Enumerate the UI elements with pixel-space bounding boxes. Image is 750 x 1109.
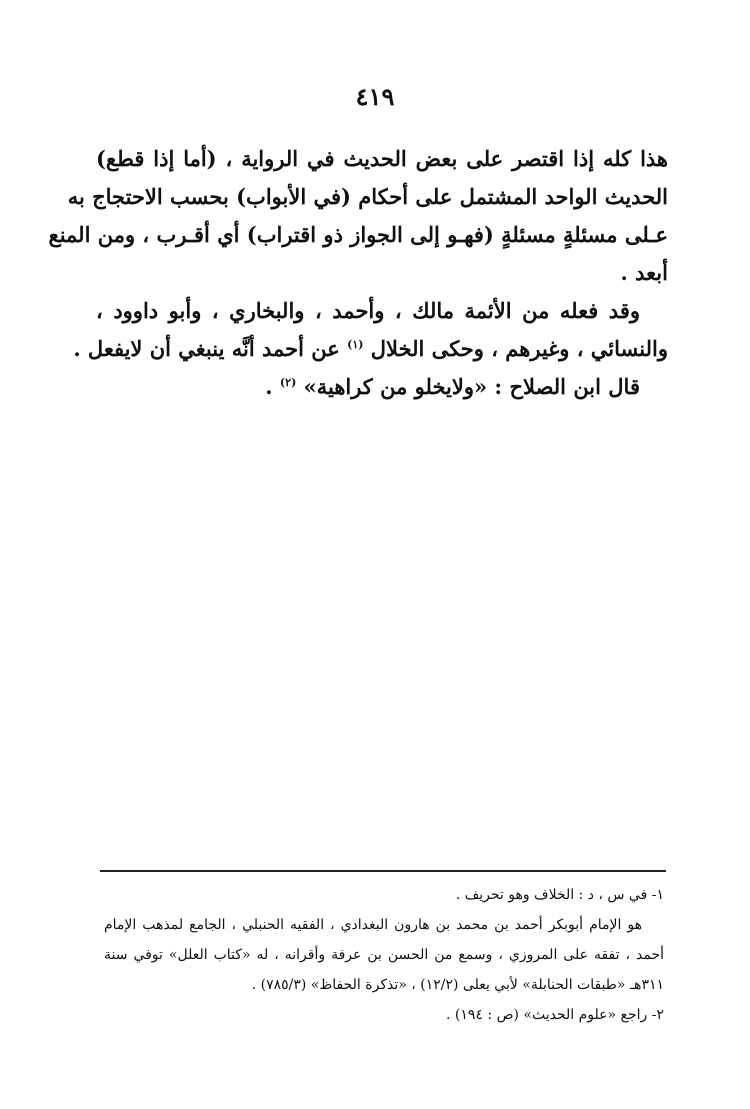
footnote-1-line-3: أحمد ، تفقه على المروزي ، وسمع من الحسن بن عرفة وأقرانه ، له «كتاب العلل» توفي سنة: [104, 947, 664, 963]
footnote-1-line-2: هو الإمام أبوبكر أحمد بن محمد بن هارون البغدادي ، الفقيه الحنبلي ، الجامع لمذهب الإمام: [104, 917, 642, 933]
body-line-7-b: .: [265, 374, 273, 399]
footnote-ref-2: (٢): [279, 376, 297, 389]
footnote-ref-1: (١): [347, 338, 364, 351]
body-line-6-b: عن أحمد أنَّه ينبغي أن لايفعل .: [73, 336, 340, 361]
body-line-3: عـلى مسئلةٍ مسئلةٍ (فهـو إلى الجواز ذو اقتراب) أي أقـرب ، ومن المنع: [48, 222, 668, 247]
footnote-1: ١- في س ، د : الخلاف وهو تحريف .: [455, 887, 664, 903]
body-line-7-a: قال ابن الصلاح : «ولايخلو من كراهية»: [303, 374, 640, 399]
footnote-separator: [100, 870, 666, 872]
footnote-1-line-4: ٣١١هـ «طبقات الحنابلة» لأبي يعلى (١٢/٢) ، «تذكرة الحفاظ» (٧٨٥/٣) .: [251, 977, 664, 993]
body-line-5: وقد فعله من الأئمة مالك ، وأحمد ، والبخاري ، وأبو داوود ،: [96, 298, 640, 323]
body-line-1: هذا كله إذا اقتصر على بعض الحديث في الرواية ، (أما إذا قطع): [96, 146, 668, 171]
footnote-2: ٢- راجع «علوم الحديث» (ص : ١٩٤) .: [446, 1007, 664, 1023]
footnotes: [104, 880, 664, 1030]
body-line-6-a: والنسائي ، وغيرهم ، وحكى الخلال: [370, 336, 668, 361]
body-line-4: أبعد .: [620, 260, 668, 285]
body-line-2: الحديث الواحد المشتمل على أحكام (في الأبواب) بحسب الاحتجاج به: [67, 184, 668, 209]
page-number: ٤١٩: [355, 82, 395, 111]
body-line-7: [96, 368, 668, 406]
body-line-6: [73, 330, 668, 368]
main-text: [48, 140, 668, 406]
